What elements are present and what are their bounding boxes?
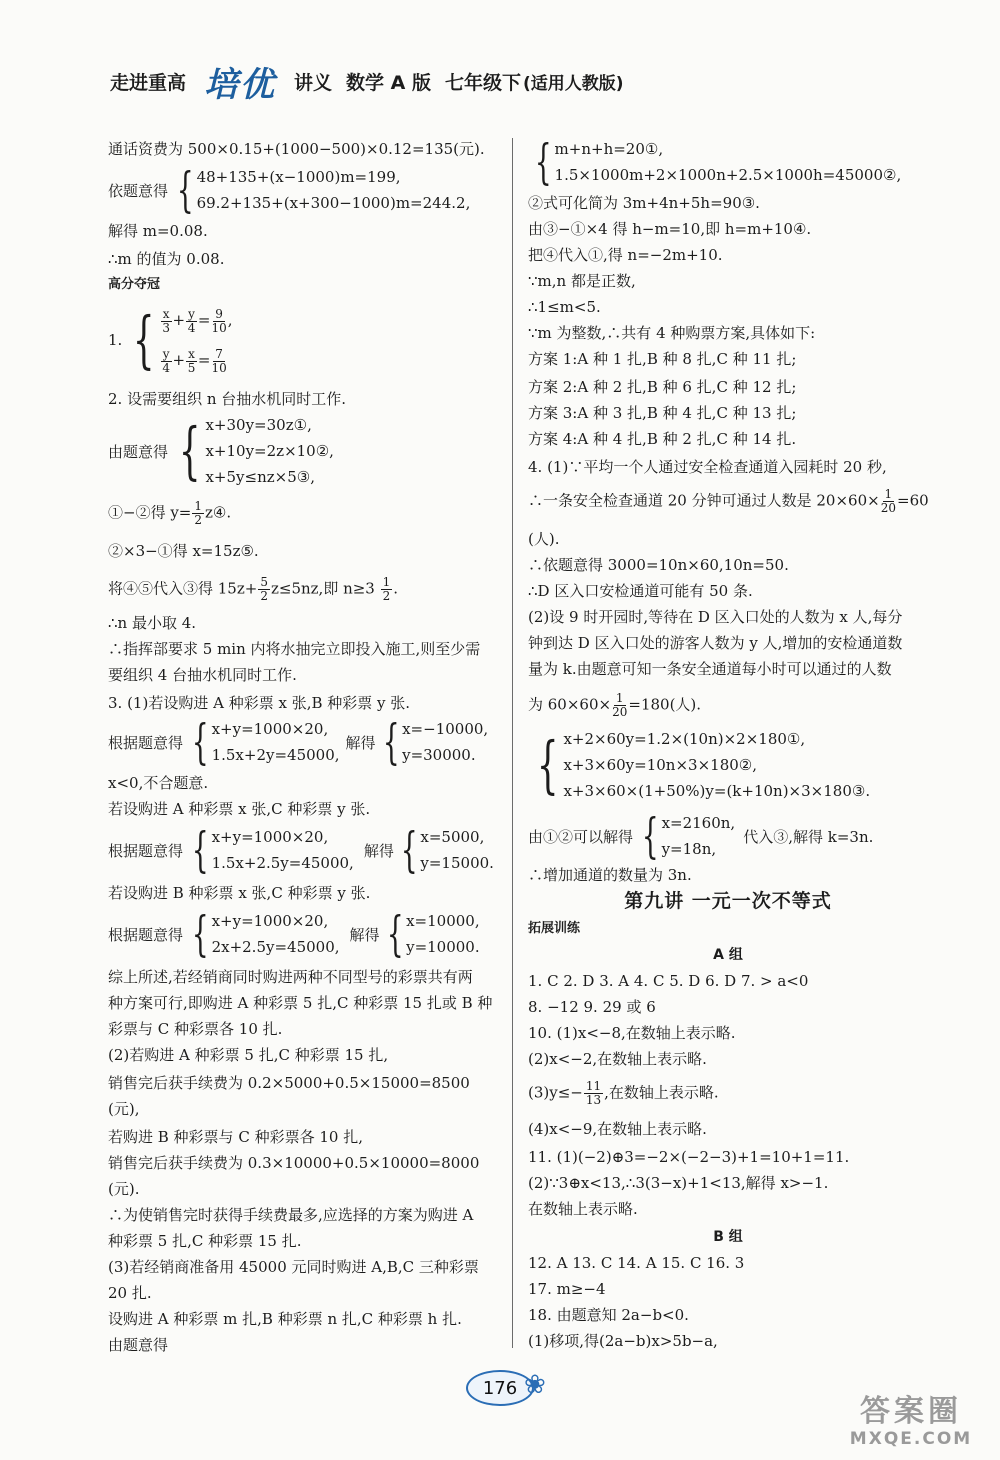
text-line: 将④⑤代入③得 15z+ $\frac{5}{2}$ z≤5nz,即 n≥3 $\frac{1}{2}$ . [108,575,399,603]
equation-row: x+3×60×(1+50%)y=(k+10n)×3×180③. [563,782,871,800]
equation-system [108,300,233,380]
text-line: ∴为使销售完时获得手续费最多,应选择的方案为购进 A [108,1206,474,1224]
text-line: 若购进 B 种彩票与 C 种彩票各 10 扎, [108,1128,363,1146]
equation-row: 1.5x+2y=45000, [211,746,340,764]
text-line: 2. 设需要组织 n 台抽水机同时工作. [108,390,347,408]
text-line: 为 60×60× $\frac{1}{20}$ =180(人). [528,691,702,719]
text-line: 方案 2:A 种 2 扎,B 种 6 扎,C 种 12 扎; [528,378,797,396]
brace-icon: { [400,822,418,878]
brace-icon: { [178,414,201,487]
system-label: 依题意得 [108,181,169,200]
equation-row: x+y=1000×20, [211,720,329,738]
text-line: 量为 k.由题意可知一条安全通道每小时可以通过的人数 [528,660,892,678]
brace-icon: { [536,728,559,801]
text-line: (2)设 9 时开园时,等待在 D 区入口处的人数为 x 人,每分 [528,608,903,626]
brace-icon: { [176,162,194,218]
text-line: ∴n 最小取 4. [108,614,197,632]
equation-row: x+2×60y=1.2×(10n)×2×180①, [563,730,806,748]
equation-system [108,908,480,960]
text-line: x<0,不合题意. [108,774,209,792]
brace-icon: { [641,808,659,864]
text-line: 销售完后获手续费为 0.2×5000+0.5×15000=8500 [108,1074,470,1092]
text-line: 8. −12 9. 29 或 6 [528,998,656,1016]
question-number: 1. [108,331,123,349]
equation-system [528,810,873,862]
text-line: 种方案可行,即购进 A 种彩票 5 扎,C 种彩票 15 扎或 B 种 [108,994,493,1012]
text-line: 把④代入①,得 n=−2m+10. [528,246,723,264]
text-line: ∴一条安全检查通道 20 分钟可通过人数是 20×60× $\frac{1}{20}$ =60 [528,487,929,515]
header-edition: (适用人教版) [522,73,624,94]
text-line: 3. (1)若设购进 A 种彩票 x 张,B 种彩票 y 张. [108,694,411,712]
lecture-title: 第九讲 一元一次不等式 [624,890,832,912]
equation-row: x+3×60y=10n×3×180②, [563,756,757,774]
equation-row: x=10000, [406,912,480,930]
watermark-url: MXQE.COM [849,1429,973,1449]
text-line: 种彩票 5 扎,C 种彩票 15 扎. [108,1232,302,1250]
flower-icon: ❀ [524,1370,546,1400]
brace-icon: { [133,303,155,376]
equation-row: x+5y≤nz×5③, [205,468,315,486]
text-line: (3)y≤− $\frac{11}{13}$ ,在数轴上表示略. [528,1079,719,1107]
group-heading: A 组 [713,947,743,963]
equation-system [108,716,488,768]
text-line: 解得 m=0.08. [108,222,208,240]
brace-icon: { [191,714,209,770]
text-line: 1. C 2. D 3. A 4. C 5. D 6. D 7. > a<0 [528,972,809,990]
equation-row: $\frac{y}{4}$ + $\frac{x}{5}$ = $\frac{7}{10}$ [162,346,227,375]
text-line: (2)∵3⊕x<13,∴3(3−x)+1<13,解得 x>−1. [528,1174,829,1192]
text-line: ①−②得 y= $\frac{1}{2}$ z④. [108,499,232,527]
text-line: 彩票与 C 种彩票各 10 扎. [108,1020,283,1038]
brace-icon: { [191,906,209,962]
equation-row: x+30y=30z①, [205,416,312,434]
equation-row: 1.5×1000m+2×1000n+2.5×1000h=45000②, [554,166,902,184]
equation-row: x=−10000, [402,720,489,738]
text-line: 销售完后获手续费为 0.3×10000+0.5×10000=8000 [108,1154,480,1172]
text-line: 20 扎. [108,1284,152,1302]
text-line: (人). [528,530,560,548]
text-line: 由题意得 [108,1336,169,1354]
system-label: 根据题意得 [108,841,184,860]
page-header [110,58,870,104]
text-line: 若设购进 A 种彩票 x 张,C 种彩票 y 张. [108,800,371,818]
equation-system [108,824,494,876]
text-line: ∵m,n 都是正数, [528,272,636,290]
header-subject: 数学 A 版 [346,71,431,94]
equation-row: x+y=1000×20, [211,828,329,846]
equation-system [108,164,470,216]
logo-text: 培优 [204,64,277,105]
solve-label: 解得 [345,733,376,752]
header-series: 讲义 [294,71,333,94]
equation-row: y=10000. [406,938,480,956]
brace-icon: { [382,714,400,770]
text-line: (1)移项,得(2a−b)x>5b−a, [528,1332,718,1350]
section-heading: 高分夺冠 [108,277,161,292]
column-divider [512,138,513,1348]
equation-row: y=30000. [402,746,476,764]
watermark-logo: 答案圈 [860,1394,962,1429]
text-line: 方案 4:A 种 4 扎,B 种 2 扎,C 种 14 扎. [528,430,797,448]
equation-row: m+n+h=20①, [554,140,664,158]
text-line: 方案 3:A 种 3 扎,B 种 4 扎,C 种 13 扎; [528,404,797,422]
group-heading: B 组 [713,1229,743,1245]
text-line: 由③−①×4 得 h−m=10,即 h=m+10④. [528,220,812,238]
text-line: 代入③,解得 k=3n. [743,827,874,846]
text-line: 18. 由题意知 2a−b<0. [528,1306,689,1324]
equation-row: x=2160n, [661,814,736,832]
section-heading: 拓展训练 [528,921,581,936]
text-line: (3)若经销商准备用 45000 元同时购进 A,B,C 三种彩票 [108,1258,479,1276]
header-title: 走进重高 [110,71,187,94]
text-line: (2)若购进 A 种彩票 5 扎,C 种彩票 15 扎, [108,1046,389,1064]
system-label: 根据题意得 [108,733,184,752]
text-line: 在数轴上表示略. [528,1200,638,1218]
equation-system [108,412,334,490]
text-line: ②×3−①得 x=15z⑤. [108,542,259,560]
text-line: 12. A 13. C 14. A 15. C 16. 3 [528,1254,745,1272]
system-label: 由题意得 [108,442,169,461]
text-line: 综上所述,若经销商同时购进两种不同型号的彩票共有两 [108,968,473,986]
text-line: 通话资费为 500×0.15+(1000−500)×0.12=135(元). [108,140,485,158]
text-line: ∴1≤m<5. [528,298,601,316]
text-line: 4. (1)∵平均一个人通过安全检查通道入园耗时 20 秒, [528,458,887,476]
brace-icon: { [386,906,404,962]
system-label: 由①②可以解得 [528,827,634,846]
solve-label: 解得 [363,841,394,860]
equation-row: 69.2+135+(x+300−1000)m=244.2, [196,194,471,212]
equation-row: x+y=1000×20, [211,912,329,930]
watermark [826,1396,996,1454]
text-line: 设购进 A 种彩票 m 扎,B 种彩票 n 扎,C 种彩票 h 扎. [108,1310,462,1328]
equation-row: x+10y=2z×10②, [205,442,334,460]
text-line: (元), [108,1100,140,1118]
text-line: 若设购进 B 种彩票 x 张,C 种彩票 y 张. [108,884,371,902]
text-line: 要组织 4 台抽水机同时工作. [108,666,297,684]
text-line: 方案 1:A 种 1 扎,B 种 8 扎,C 种 11 扎; [528,350,797,368]
text-line: ∵m 为整数,∴共有 4 种购票方案,具体如下: [528,324,816,342]
text-line: 17. m≥−4 [528,1280,606,1298]
text-line: 11. (1)(−2)⊕3=−2×(−2−3)+1=10+1=11. [528,1148,850,1166]
equation-row: $\frac{x}{3}$ + $\frac{y}{4}$ = $\frac{9}{10}$ , [162,306,233,335]
text-line: 钟到达 D 区入口处的游客人数为 y 人,增加的安检通道数 [528,634,903,652]
page-number: 176 [460,1366,540,1410]
text-line: ∴指挥部要求 5 min 内将水抽完立即投入施工,则至少需 [108,640,481,658]
equation-system [528,136,901,188]
text-line: (2)x<−2,在数轴上表示略. [528,1050,707,1068]
brace-icon: { [534,134,552,190]
text-line: ∴D 区入口安检通道可能有 50 条. [528,582,753,600]
equation-row: y=15000. [420,854,494,872]
text-line: (4)x<−9,在数轴上表示略. [528,1120,707,1138]
equation-row: 48+135+(x−1000)m=199, [196,168,401,186]
text-line: ②式可化简为 3m+4n+5h=90③. [528,194,760,212]
text-line: (元). [108,1180,140,1198]
text-line: ∴m 的值为 0.08. [108,250,225,268]
text-line: 10. (1)x<−8,在数轴上表示略. [528,1024,736,1042]
equation-row: y=18n, [661,840,717,858]
equation-row: x=5000, [420,828,485,846]
header-grade: 七年级下 [444,71,521,94]
solve-label: 解得 [349,925,380,944]
equation-row: 2x+2.5y=45000, [211,938,340,956]
text-line: ∴增加通道的数量为 3n. [528,866,692,884]
brace-icon: { [191,822,209,878]
equation-system [528,726,870,804]
system-label: 根据题意得 [108,925,184,944]
text-line: ∴依题意得 3000=10n×60,10n=50. [528,556,789,574]
equation-row: 1.5x+2.5y=45000, [211,854,354,872]
